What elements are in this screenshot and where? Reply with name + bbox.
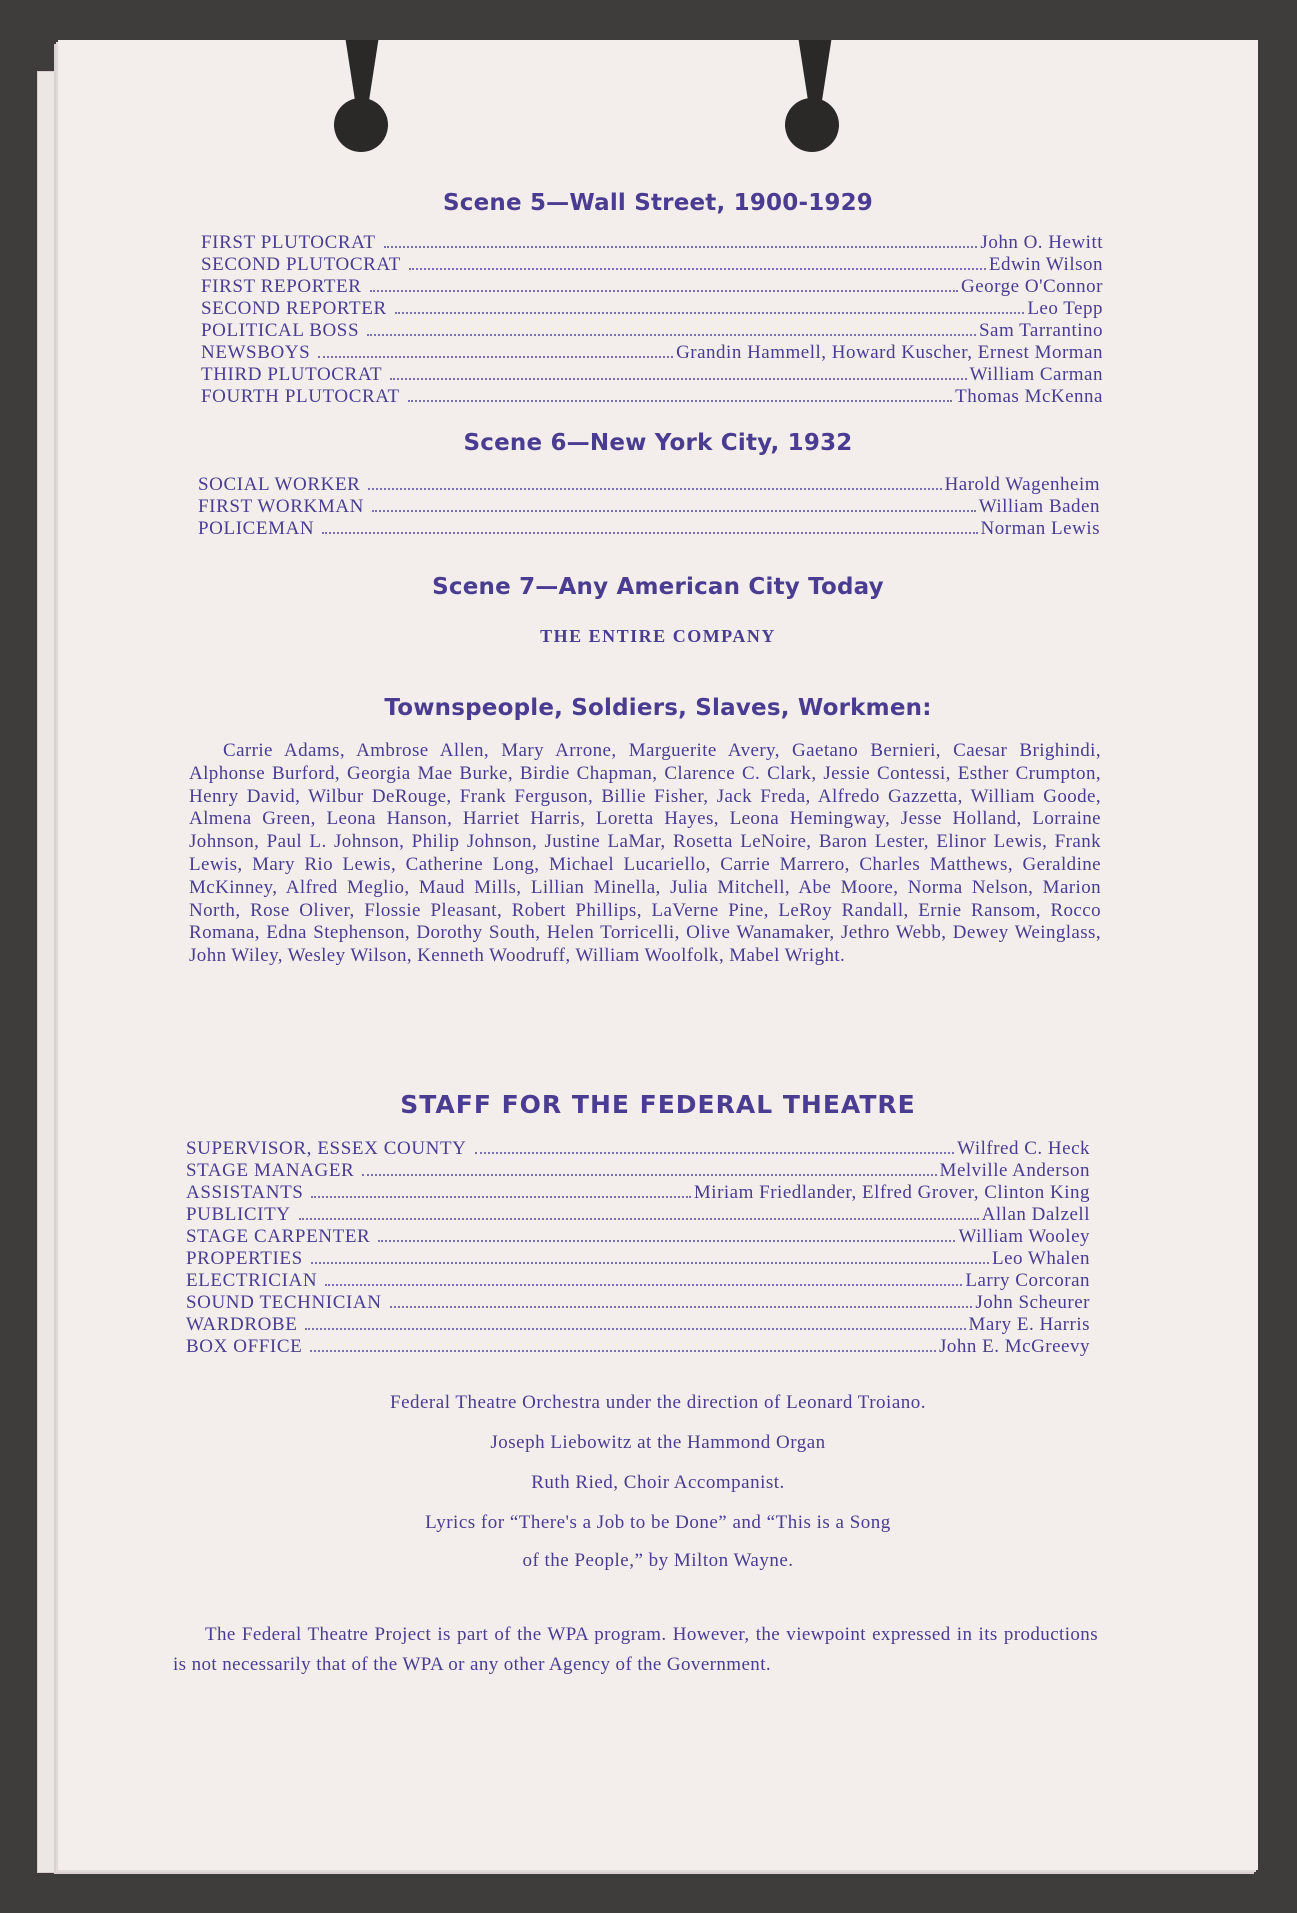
credit-line-lyrics-cont: of the People,” by Milton Wayne. (522, 1550, 794, 1571)
staff-actor: Larry Corcoran (965, 1270, 1090, 1291)
credit-line-orchestra: Federal Theatre Orchestra under the direction of Leonard Troiano. (390, 1392, 926, 1413)
scene5-cast-actor: Leo Tepp (1027, 298, 1103, 319)
scene5-cast-list (201, 232, 1103, 408)
dot-leader (318, 356, 673, 358)
staff-row (186, 1138, 1090, 1160)
scene7-subtitle: THE ENTIRE COMPANY (540, 626, 776, 646)
binder-hole-right (785, 98, 839, 152)
scene6-cast-row (198, 474, 1100, 496)
scene5-cast-row (201, 320, 1103, 342)
dot-leader (370, 290, 959, 292)
staff-row (186, 1182, 1090, 1204)
staff-actor: Mary E. Harris (968, 1314, 1090, 1335)
staff-row (186, 1248, 1090, 1270)
scene5-cast-actor: William Carman (969, 364, 1103, 385)
dot-leader (367, 334, 976, 336)
staff-list (186, 1138, 1090, 1358)
scene5-cast-role: FOURTH PLUTOCRAT (201, 386, 400, 407)
staff-role: SOUND TECHNICIAN (186, 1292, 382, 1313)
staff-role: PROPERTIES (186, 1248, 303, 1269)
dot-leader (368, 488, 941, 490)
scene6-heading: Scene 6—New York City, 1932 (463, 430, 853, 456)
staff-actor: Miriam Friedlander, Elfred Grover, Clinton King (693, 1182, 1090, 1203)
scene5-cast-row (201, 254, 1103, 276)
staff-role: STAGE MANAGER (186, 1160, 355, 1181)
torn-notch-right (798, 40, 832, 102)
program-page (58, 40, 1258, 1870)
scene5-cast-actor: George O'Connor (961, 276, 1103, 297)
scene5-cast-role: SECOND PLUTOCRAT (201, 254, 401, 275)
staff-role: BOX OFFICE (186, 1336, 303, 1357)
staff-row (186, 1314, 1090, 1336)
scene5-cast-actor: Thomas McKenna (955, 386, 1103, 407)
scene6-cast-role: SOCIAL WORKER (198, 474, 361, 495)
scene6-cast-row (198, 496, 1100, 518)
scene6-cast-actor: William Baden (978, 496, 1100, 517)
staff-role: PUBLICITY (186, 1204, 291, 1225)
staff-actor: Leo Whalen (991, 1248, 1090, 1269)
staff-row (186, 1292, 1090, 1314)
scene5-cast-row (201, 386, 1103, 408)
dot-leader (408, 400, 952, 402)
staff-row (186, 1270, 1090, 1292)
staff-actor: William Wooley (958, 1226, 1090, 1247)
dot-leader (409, 268, 986, 270)
staff-row (186, 1160, 1090, 1182)
staff-actor: John E. McGreevy (939, 1336, 1090, 1357)
scene6-cast-actor: Harold Wagenheim (944, 474, 1100, 495)
dot-leader (305, 1328, 965, 1330)
scene5-cast-role: SECOND REPORTER (201, 298, 387, 319)
scene5-heading: Scene 5—Wall Street, 1900-1929 (442, 190, 874, 216)
scene6-cast-role: POLICEMAN (198, 518, 315, 539)
dot-leader (384, 246, 978, 248)
credit-line-lyrics: Lyrics for “There's a Job to be Done” and “This is a Song (425, 1512, 891, 1533)
dot-leader (390, 378, 966, 380)
scene5-cast-role: FIRST REPORTER (201, 276, 362, 297)
staff-role: ELECTRICIAN (186, 1270, 318, 1291)
scene5-cast-role: THIRD PLUTOCRAT (201, 364, 383, 385)
scene5-cast-row (201, 364, 1103, 386)
dot-leader (378, 1240, 955, 1242)
staff-row (186, 1204, 1090, 1226)
staff-actor: Allan Dalzell (981, 1204, 1090, 1225)
dot-leader (395, 312, 1025, 314)
dot-leader (310, 1350, 936, 1352)
dot-leader (311, 1262, 989, 1264)
scene5-cast-row (201, 276, 1103, 298)
staff-role: SUPERVISOR, ESSEX COUNTY (186, 1138, 467, 1159)
binder-hole-left (334, 98, 388, 152)
scene5-cast-actor: Sam Tarrantino (978, 320, 1103, 341)
scene5-cast-actor: John O. Hewitt (980, 232, 1103, 253)
dot-leader (372, 510, 976, 512)
scene6-cast-list (198, 474, 1100, 540)
staff-role: WARDROBE (186, 1314, 298, 1335)
townspeople-list: Carrie Adams, Ambrose Allen, Mary Arrone, Marguerite Avery, Gaetano Bernieri, Caesar Brighindi, Alphonse Burford, Georgia Mae Burke, Birdie Chapman, Clarence C. Clark, Jessie Contessi, Esther Crumpton, Henry David, Wilbur DeRouge, Frank Ferguson, Billie Fisher, Jack Freda, Alfredo Gazzetta, William Goode, Almena Green, Leona Hanson, Harriet Harris, Loretta Hayes, Leona Hemingway, Jesse Holland, Lorraine Johnson, Paul L. Johnson, Philip Johnson, Justine LaMar, Rosetta LeNoire, Baron Lester, Elinor Lewis, Frank Lewis, Mary Rio Lewis, Catherine Long, Michael Lucariello, Carrie Marrero, Charles Matthews, Geraldine McKinney, Alfred Meglio, Maud Mills, Lillian Minella, Julia Mitchell, Abe Moore, Norma Nelson, Marion North, Rose Oliver, Flossie Pleasant, Robert Phillips, LaVerne Pine, LeRoy Randall, Ernie Ransom, Rocco Romana, Edna Stephenson, Dorothy South, Helen Torricelli, Olive Wanamaker, Jethro Webb, Dewey Weinglass, John Wiley, Wesley Wilson, Kenneth Woodruff, William Woolfolk, Mabel Wright. (189, 740, 1101, 967)
scene6-cast-actor: Norman Lewis (980, 518, 1100, 539)
wpa-disclaimer: The Federal Theatre Project is part of the WPA program. However, the viewpoint expressed in its productions is not necessarily that of the WPA or any other Agency of the Government. (173, 1624, 1098, 1675)
dot-leader (325, 1284, 962, 1286)
scene7-heading: Scene 7—Any American City Today (432, 574, 884, 600)
dot-leader (311, 1196, 690, 1198)
staff-actor: John Scheurer (975, 1292, 1090, 1313)
staff-row (186, 1226, 1090, 1248)
dot-leader (299, 1218, 979, 1220)
scene5-cast-actor: Grandin Hammell, Howard Kuscher, Ernest Morman (676, 342, 1103, 363)
torn-notch-left (345, 40, 379, 102)
dot-leader (362, 1174, 936, 1176)
credit-line-organ: Joseph Liebowitz at the Hammond Organ (490, 1432, 826, 1453)
scene6-cast-row (198, 518, 1100, 540)
scene5-cast-actor: Edwin Wilson (988, 254, 1103, 275)
scene5-cast-row (201, 232, 1103, 254)
staff-role: STAGE CARPENTER (186, 1226, 371, 1247)
scene5-cast-role: FIRST PLUTOCRAT (201, 232, 376, 253)
dot-leader (322, 532, 977, 534)
scene5-cast-row (201, 298, 1103, 320)
scene5-cast-role: NEWSBOYS (201, 342, 311, 363)
townspeople-heading: Townspeople, Soldiers, Slaves, Workmen: (384, 695, 932, 721)
staff-actor: Wilfred C. Heck (957, 1138, 1090, 1159)
staff-actor: Melville Anderson (939, 1160, 1090, 1181)
scene6-cast-role: FIRST WORKMAN (198, 496, 364, 517)
scene5-cast-row (201, 342, 1103, 364)
dot-leader (390, 1306, 973, 1308)
dot-leader (475, 1152, 955, 1154)
credit-line-choir: Ruth Ried, Choir Accompanist. (531, 1472, 785, 1493)
staff-role: ASSISTANTS (186, 1182, 304, 1203)
scene5-cast-role: POLITICAL BOSS (201, 320, 360, 341)
staff-heading: STAFF FOR THE FEDERAL THEATRE (400, 1090, 916, 1119)
staff-row (186, 1336, 1090, 1358)
